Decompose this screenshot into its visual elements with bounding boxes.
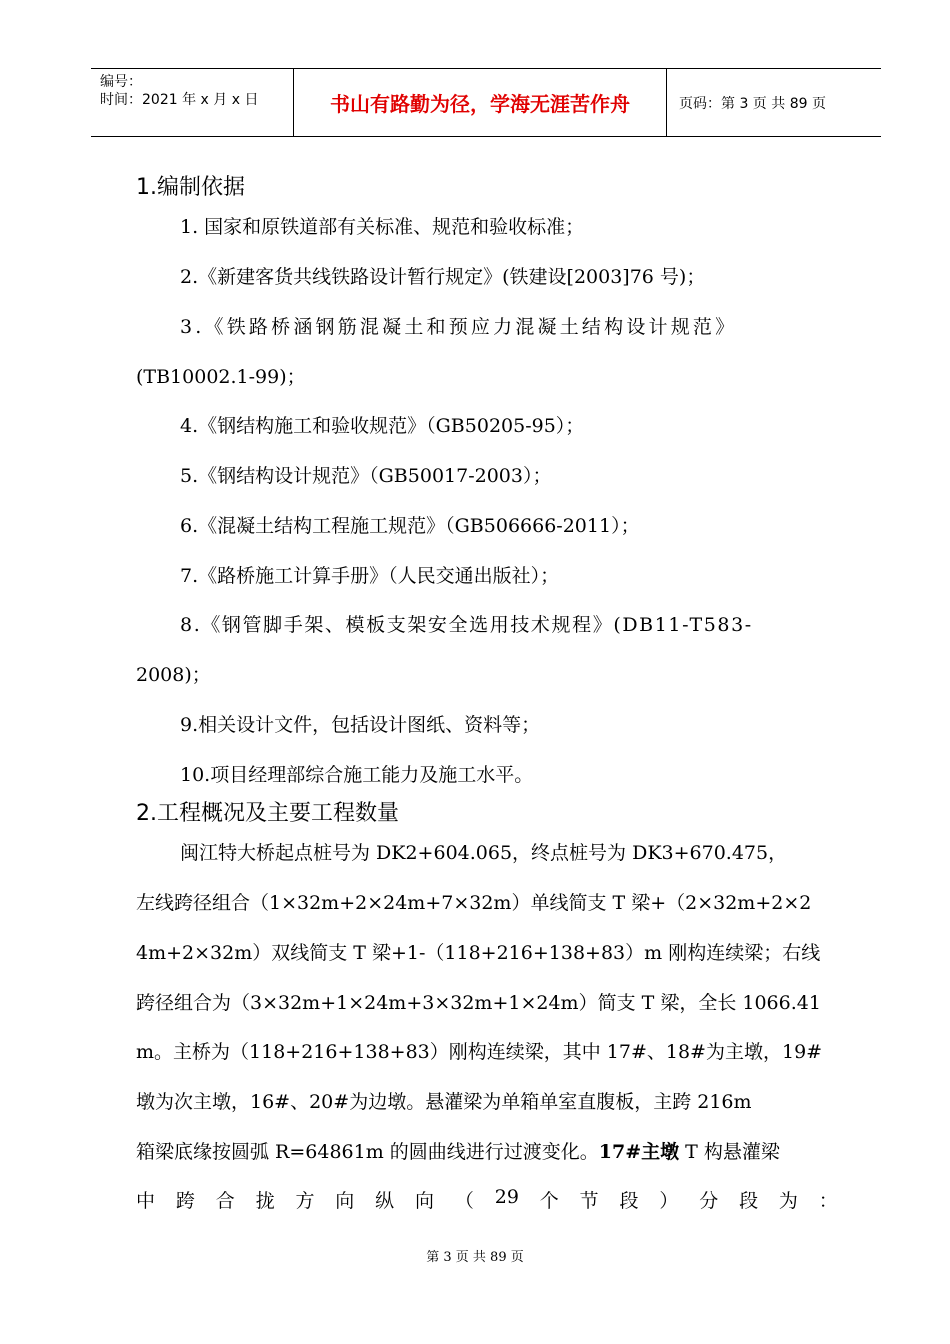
basis-item-8-cont: 2008)； xyxy=(136,664,211,686)
overview-line-2: 左线跨径组合（1×32m+2×24m+7×32m）单线简支 T 梁+（2×32m+2×2 xyxy=(136,892,812,914)
word: 段 xyxy=(619,1190,639,1212)
word: 拢 xyxy=(255,1190,275,1212)
section-2-title: 2.工程概况及主要工程数量 xyxy=(136,801,399,826)
header-page-info: 页码：第 3 页 共 89 页 xyxy=(679,95,826,112)
overview-line-1: 闽江特大桥起点桩号为 DK2+604.065，终点桩号为 DK3+670.475， xyxy=(180,842,788,864)
word: （ xyxy=(454,1190,474,1212)
word: 中 xyxy=(136,1190,156,1212)
word: 方 xyxy=(295,1190,315,1212)
overview-line-7 xyxy=(136,1137,780,1164)
word: 29 xyxy=(494,1186,519,1208)
page-header xyxy=(91,68,881,137)
word: 个 xyxy=(539,1190,559,1212)
overview-line-4: 跨径组合为（3×32m+1×24m+3×32m+1×24m）简支 T 梁，全长 1066.41 xyxy=(136,992,821,1014)
word: 纵 xyxy=(375,1190,395,1212)
section-1-title: 1.编制依据 xyxy=(136,175,245,200)
basis-item-4: 4.《钢结构施工和验收规范》（GB50205-95）； xyxy=(180,415,585,437)
overview-line-7-tail: T 构悬灌梁 xyxy=(679,1141,780,1163)
header-meta xyxy=(91,69,293,136)
basis-item-6: 6.《混凝土结构工程施工规范》（GB506666-2011）； xyxy=(180,515,640,537)
basis-item-5: 5.《钢结构设计规范》（GB50017-2003）； xyxy=(180,465,552,487)
basis-item-2: 2.《新建客货共线铁路设计暂行规定》(铁建设[2003]76 号)； xyxy=(180,266,706,288)
header-motto: 书山有路勤为径，学海无涯苦作舟 xyxy=(293,69,667,136)
word: 分 xyxy=(699,1190,719,1212)
overview-line-7-text: 箱梁底缘按圆弧 R=64861m 的圆曲线进行过渡变化。 xyxy=(136,1141,599,1163)
basis-item-3-cont: (TB10002.1-99)； xyxy=(136,366,306,388)
word: 跨 xyxy=(175,1190,195,1212)
overview-line-5: m。主桥为（118+216+138+83）刚构连续梁，其中 17#、18#为主墩，19# xyxy=(136,1041,823,1063)
basis-item-9: 9.相关设计文件，包括设计图纸、资料等； xyxy=(180,714,541,736)
basis-item-8: 8.《钢管脚手架、模板支架安全选用技术规程》(DB11-T583- xyxy=(180,614,753,636)
word: ） xyxy=(659,1190,679,1212)
document-number-label: 编号： xyxy=(100,74,142,90)
word: 节 xyxy=(579,1190,599,1212)
overview-line-3: 4m+2×32m）双线简支 T 梁+1-（118+216+138+83）m 刚构连续梁；右线 xyxy=(136,942,821,964)
overview-line-6: 墩为次主墩，16#、20#为边墩。悬灌梁为单箱单室直腹板，主跨 216m xyxy=(136,1091,752,1113)
document-time-label: 时间：2021 年 x 月 x 日 xyxy=(100,92,259,108)
basis-item-10: 10.项目经理部综合施工能力及施工水平。 xyxy=(180,764,534,786)
word: 为 xyxy=(778,1190,798,1212)
word: ： xyxy=(818,1190,838,1212)
overview-line-8 xyxy=(136,1186,838,1213)
word: 向 xyxy=(335,1190,355,1212)
basis-item-3: 3.《铁路桥涵钢筋混凝土和预应力混凝土结构设计规范》 xyxy=(180,316,738,338)
basis-item-7: 7.《路桥施工计算手册》（人民交通出版社）； xyxy=(180,565,560,587)
basis-item-1: 1. 国家和原铁道部有关标准、规范和验收标准； xyxy=(180,216,585,238)
word: 合 xyxy=(215,1190,235,1212)
word: 段 xyxy=(739,1190,759,1212)
main-pier-bold-text: 17#主墩 xyxy=(598,1141,680,1163)
page-footer: 第 3 页 共 89 页 xyxy=(426,1250,524,1265)
word: 向 xyxy=(415,1190,435,1212)
